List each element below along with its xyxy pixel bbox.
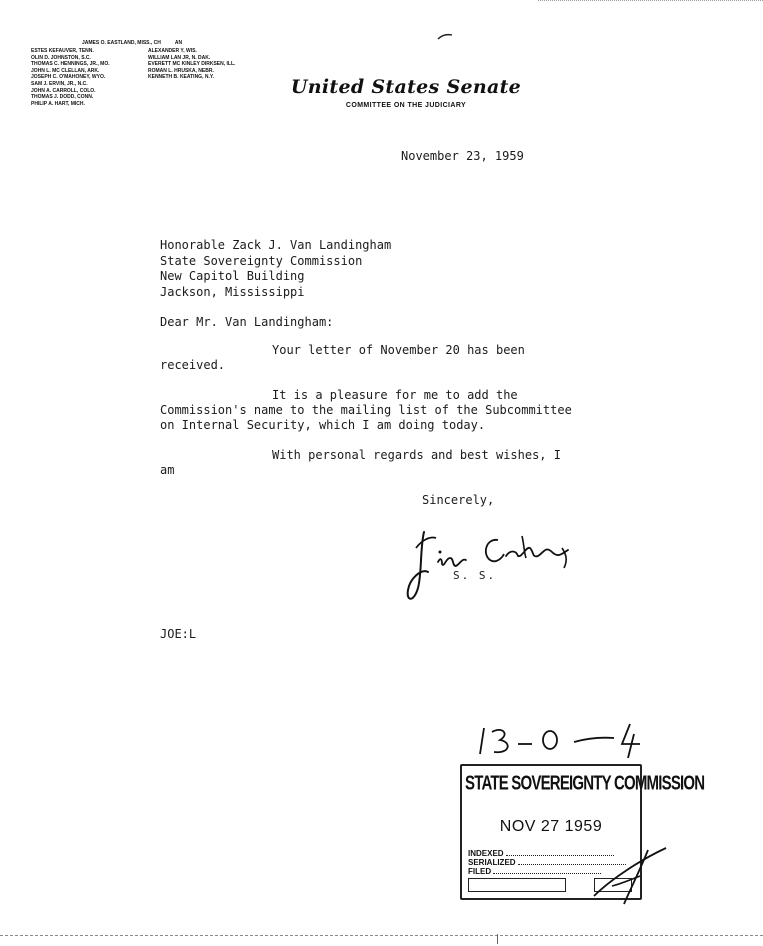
- paragraph-2: [160, 388, 572, 434]
- member-name: KENNETH B. KEATING, N.Y.: [148, 74, 215, 81]
- paragraph-line: Commission's name to the mailing list of the Subcommittee: [160, 403, 572, 418]
- member-name: ROMAN L. HRUSKA, NEBR.: [148, 67, 214, 74]
- paragraph-line: With personal regards and best wishes, I: [272, 448, 561, 462]
- committee-name: COMMITTEE ON THE JUDICIARY: [345, 102, 467, 109]
- paragraph-line: It is a pleasure for me to add the: [272, 388, 518, 402]
- salutation: Dear Mr. Van Landingham:: [160, 315, 334, 329]
- bottom-tick: [497, 934, 498, 944]
- stamp-field-label: FILED: [468, 867, 492, 876]
- chairman-line: [82, 40, 182, 47]
- member-name: SAM J. ERVIN, JR., N.C.: [31, 80, 88, 87]
- chairman-name: JAMES O. EASTLAND, MISS., CH: [82, 40, 161, 46]
- senate-title: United States Senate: [290, 76, 522, 98]
- address-line: Honorable Zack J. Van Landingham: [160, 238, 392, 252]
- paragraph-line: am: [160, 463, 175, 478]
- member-name: JOHN A. CARROLL, COLO.: [31, 87, 96, 94]
- stamp-field-label: INDEXED: [468, 849, 504, 858]
- member-name: THOMAS J. DODD, CONN.: [31, 94, 94, 101]
- member-name: ALEXANDER Y, WIS.: [148, 48, 197, 54]
- address-line: Jackson, Mississippi: [160, 284, 305, 299]
- paragraph-1: [160, 343, 525, 373]
- recipient-address: [160, 238, 391, 300]
- letterhead: [290, 76, 522, 109]
- stamp-field-label: SERIALIZED: [468, 858, 516, 867]
- typist-initials: JOE:L: [160, 627, 197, 641]
- member-name: ESTES KEFAUVER, TENN.: [31, 48, 94, 54]
- bottom-page-edge: [0, 935, 763, 938]
- chairman-name-tail: AN: [174, 40, 183, 46]
- stamp-date: NOV 27 1959: [499, 818, 603, 835]
- member-name: EVERETT MC KINLEY DIRKSEN, ILL.: [148, 61, 236, 68]
- member-name: JOSEPH C. O'MAHONEY, WYO.: [31, 74, 106, 81]
- member-name: PHILIP A. HART, MICH.: [31, 100, 85, 107]
- signature-suffix: S. S.: [453, 569, 497, 582]
- stamp-check-mark: [590, 840, 670, 912]
- closing: Sincerely,: [422, 493, 495, 507]
- member-name: THOMAS C. HENNINGS, JR., MO.: [31, 61, 110, 68]
- pen-tick-mark: [437, 33, 453, 41]
- paragraph-line: received.: [160, 358, 226, 373]
- address-line: State Sovereignty Commission: [160, 253, 363, 268]
- top-dotted-edge: [538, 0, 763, 3]
- handwritten-signature: [402, 518, 577, 613]
- member-name: JOHN L. MC CLELLAN, ARK.: [31, 67, 100, 74]
- handwritten-file-number: [470, 720, 650, 760]
- member-name: WILLIAM LAN JR, N. DAK.: [148, 54, 211, 61]
- members-right-column: [148, 48, 235, 81]
- stamp-box: [468, 878, 566, 892]
- stamp-title: STATE SOVEREIGNTY COMMISSION: [465, 772, 705, 795]
- address-line: New Capitol Building: [160, 269, 305, 283]
- paragraph-3: [160, 448, 561, 478]
- members-left-column: [31, 48, 110, 107]
- paragraph-line: Your letter of November 20 has been: [272, 343, 525, 357]
- member-name: OLIN D. JOHNSTON, S.C.: [31, 54, 91, 61]
- paragraph-line: on Internal Security, which I am doing today.: [160, 418, 486, 433]
- letter-date: November 23, 1959: [401, 149, 524, 163]
